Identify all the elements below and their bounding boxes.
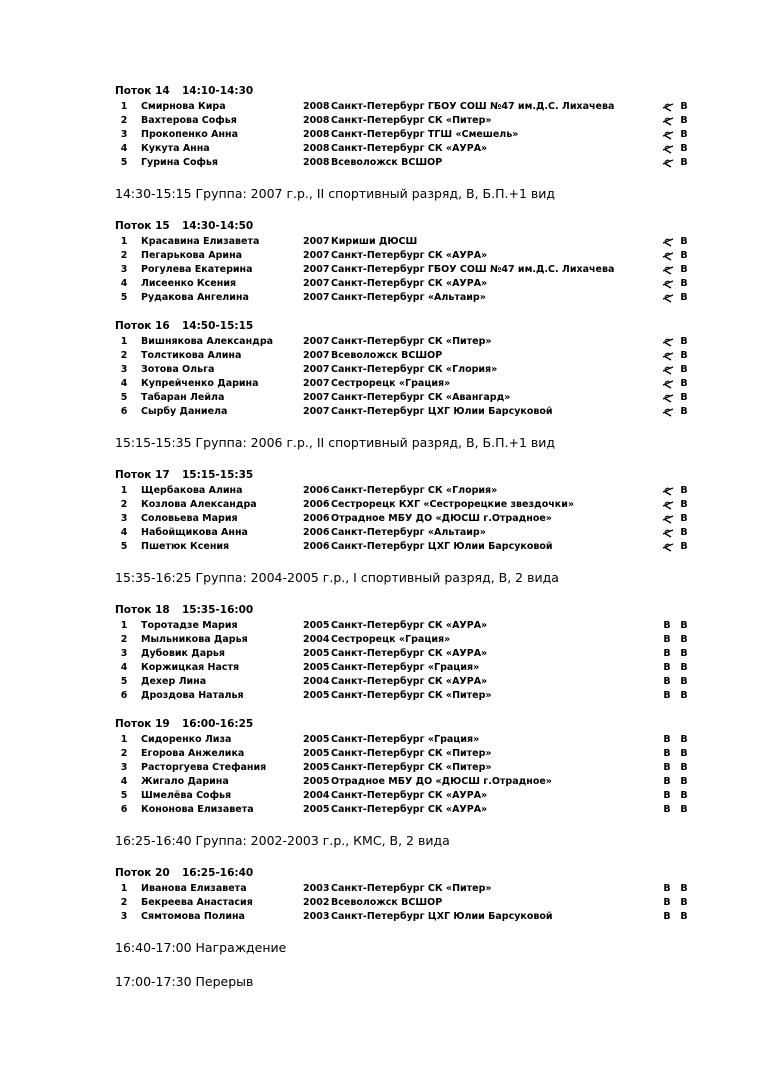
club-name: Всеволожск ВСШОР <box>331 350 443 361</box>
apparatus-mark: В <box>663 762 671 773</box>
flow-title <box>115 469 254 481</box>
apparatus-mark: В <box>680 897 688 908</box>
participant-row <box>0 498 764 512</box>
participant-name: Купрейченко Дарина <box>141 378 259 389</box>
flow-time: 14:30-14:50 <box>182 220 254 232</box>
participant-row <box>0 675 764 689</box>
apparatus-mark: В <box>680 350 688 361</box>
group-heading: 14:30-15:15 Группа: 2007 г.р., II спортивный разряд, В, Б.П.+1 вид <box>115 186 556 201</box>
birth-year: 2007 <box>303 392 330 403</box>
apparatus-mark: В <box>680 662 688 673</box>
participant-row <box>0 789 764 803</box>
flow-label: Поток 16 <box>115 320 170 332</box>
flow-label: Поток 14 <box>115 85 170 97</box>
club-name: Санкт-Петербург «Альтаир» <box>331 527 486 538</box>
participant-name: Мыльникова Дарья <box>141 634 248 645</box>
participant-name: Лисеенко Ксения <box>141 278 237 289</box>
row-number: 1 <box>120 336 128 347</box>
club-name: Отрадное МБУ ДО «ДЮСШ г.Отрадное» <box>331 513 552 524</box>
participant-name: Жигало Дарина <box>141 776 229 787</box>
apparatus-mark: В <box>663 776 671 787</box>
club-name: Санкт-Петербург ГБОУ СОШ №47 им.Д.С. Лихачева <box>331 101 615 112</box>
participant-name: Прокопенко Анна <box>141 129 238 140</box>
club-name: Санкт-Петербург СК «Питер» <box>331 762 492 773</box>
row-number: 1 <box>120 620 128 631</box>
row-number: 3 <box>120 513 128 524</box>
club-name: Санкт-Петербург СК «АУРА» <box>331 648 488 659</box>
apparatus-mark: В <box>680 236 688 247</box>
participant-row <box>0 647 764 661</box>
participant-row <box>0 363 764 377</box>
birth-year: 2002 <box>303 897 330 908</box>
apparatus-mark: В <box>663 690 671 701</box>
apparatus-mark: В <box>680 776 688 787</box>
birth-year: 2007 <box>303 406 330 417</box>
flow-time: 16:00-16:25 <box>182 718 254 730</box>
apparatus-mark: В <box>680 143 688 154</box>
participant-name: Вишнякова Александра <box>141 336 274 347</box>
club-name: Санкт-Петербург ГБОУ СОШ №47 им.Д.С. Лихачева <box>331 264 615 275</box>
row-number: 3 <box>120 129 128 140</box>
apparatus-mark: В <box>663 662 671 673</box>
participant-name: Кононова Елизавета <box>141 804 254 815</box>
participant-name: Соловьева Мария <box>141 513 238 524</box>
group-heading: 17:00-17:30 Перерыв <box>115 974 254 989</box>
flow-title <box>115 320 254 332</box>
birth-year: 2005 <box>303 648 330 659</box>
ribbon-icon <box>662 391 672 405</box>
participant-name: Щербакова Алина <box>141 485 243 496</box>
row-number: 2 <box>120 634 128 645</box>
birth-year: 2007 <box>303 378 330 389</box>
club-name: Санкт-Петербург «Грация» <box>331 662 480 673</box>
row-number: 6 <box>120 406 128 417</box>
group-heading: 15:35-16:25 Группа: 2004-2005 г.р., I спортивный разряд, В, 2 вида <box>115 570 559 585</box>
participant-row <box>0 349 764 363</box>
club-name: Сестрорецк КХГ «Сестрорецкие звездочки» <box>331 499 574 510</box>
ribbon-icon <box>662 349 672 363</box>
row-number: 2 <box>120 748 128 759</box>
ribbon-icon <box>662 114 672 128</box>
row-number: 2 <box>120 499 128 510</box>
row-number: 1 <box>120 236 128 247</box>
flow-label: Поток 18 <box>115 604 170 616</box>
row-number: 3 <box>120 264 128 275</box>
birth-year: 2007 <box>303 336 330 347</box>
row-number: 5 <box>120 292 128 303</box>
flow-time: 16:25-16:40 <box>182 867 254 879</box>
participant-row <box>0 761 764 775</box>
ribbon-icon <box>662 235 672 249</box>
row-number: 4 <box>120 662 128 673</box>
apparatus-mark: В <box>663 734 671 745</box>
participant-name: Иванова Елизавета <box>141 883 247 894</box>
apparatus-mark: В <box>680 648 688 659</box>
birth-year: 2005 <box>303 762 330 773</box>
birth-year: 2007 <box>303 292 330 303</box>
flow-title <box>115 604 254 616</box>
ribbon-icon <box>662 277 672 291</box>
apparatus-mark: В <box>680 883 688 894</box>
participant-name: Красавина Елизавета <box>141 236 260 247</box>
row-number: 4 <box>120 527 128 538</box>
club-name: Санкт-Петербург СК «Питер» <box>331 748 492 759</box>
participant-row <box>0 633 764 647</box>
flow-label: Поток 17 <box>115 469 170 481</box>
flow-label: Поток 19 <box>115 718 170 730</box>
ribbon-icon <box>662 526 672 540</box>
participant-name: Дехер Лина <box>141 676 207 687</box>
birth-year: 2008 <box>303 143 330 154</box>
birth-year: 2006 <box>303 485 330 496</box>
participant-name: Толстикова Алина <box>141 350 242 361</box>
row-number: 5 <box>120 392 128 403</box>
birth-year: 2006 <box>303 513 330 524</box>
birth-year: 2007 <box>303 278 330 289</box>
participant-row <box>0 526 764 540</box>
apparatus-mark: В <box>680 527 688 538</box>
participant-name: Вахтерова Софья <box>141 115 237 126</box>
flow-title <box>115 718 254 730</box>
club-name: Отрадное МБУ ДО «ДЮСШ г.Отрадное» <box>331 776 552 787</box>
ribbon-icon <box>662 405 672 419</box>
participant-row <box>0 733 764 747</box>
apparatus-mark: В <box>663 676 671 687</box>
group-heading: 15:15-15:35 Группа: 2006 г.р., II спортивный разряд, В, Б.П.+1 вид <box>115 435 556 450</box>
apparatus-mark: В <box>680 762 688 773</box>
participant-row <box>0 377 764 391</box>
participant-name: Сырбу Даниела <box>141 406 228 417</box>
ribbon-icon <box>662 263 672 277</box>
birth-year: 2007 <box>303 250 330 261</box>
participant-name: Бекреева Анастасия <box>141 897 253 908</box>
row-number: 3 <box>120 911 128 922</box>
participant-row <box>0 235 764 249</box>
row-number: 3 <box>120 364 128 375</box>
club-name: Санкт-Петербург СК «АУРА» <box>331 790 488 801</box>
ribbon-icon <box>662 540 672 554</box>
apparatus-mark: В <box>680 101 688 112</box>
participant-row <box>0 775 764 789</box>
ribbon-icon <box>662 512 672 526</box>
row-number: 2 <box>120 115 128 126</box>
participant-name: Кукута Анна <box>141 143 210 154</box>
row-number: 1 <box>120 883 128 894</box>
row-number: 5 <box>120 541 128 552</box>
row-number: 1 <box>120 485 128 496</box>
birth-year: 2008 <box>303 101 330 112</box>
row-number: 1 <box>120 101 128 112</box>
row-number: 2 <box>120 350 128 361</box>
row-number: 4 <box>120 143 128 154</box>
birth-year: 2006 <box>303 527 330 538</box>
participant-row <box>0 512 764 526</box>
participant-row <box>0 882 764 896</box>
apparatus-mark: В <box>680 804 688 815</box>
participant-name: Егорова Анжелика <box>141 748 245 759</box>
apparatus-mark: В <box>680 278 688 289</box>
club-name: Санкт-Петербург СК «Питер» <box>331 336 492 347</box>
participant-name: Козлова Александра <box>141 499 257 510</box>
ribbon-icon <box>662 100 672 114</box>
ribbon-icon <box>662 156 672 170</box>
club-name: Санкт-Петербург СК «Питер» <box>331 115 492 126</box>
birth-year: 2007 <box>303 350 330 361</box>
apparatus-mark: В <box>680 734 688 745</box>
birth-year: 2007 <box>303 236 330 247</box>
participant-name: Сидоренко Лиза <box>141 734 232 745</box>
flow-label: Поток 20 <box>115 867 170 879</box>
apparatus-mark: В <box>680 406 688 417</box>
participant-name: Рудакова Ангелина <box>141 292 249 303</box>
participant-name: Табаран Лейла <box>141 392 225 403</box>
participant-name: Шмелёва Софья <box>141 790 232 801</box>
apparatus-mark: В <box>680 634 688 645</box>
apparatus-mark: В <box>663 790 671 801</box>
apparatus-mark: В <box>663 634 671 645</box>
club-name: Санкт-Петербург «Альтаир» <box>331 292 486 303</box>
participant-row <box>0 910 764 924</box>
row-number: 5 <box>120 157 128 168</box>
participant-row <box>0 661 764 675</box>
ribbon-icon <box>662 484 672 498</box>
birth-year: 2003 <box>303 911 330 922</box>
flow-title <box>115 220 254 232</box>
participant-name: Смирнова Кира <box>141 101 226 112</box>
participant-row <box>0 335 764 349</box>
row-number: 2 <box>120 897 128 908</box>
ribbon-icon <box>662 377 672 391</box>
row-number: 6 <box>120 804 128 815</box>
birth-year: 2006 <box>303 499 330 510</box>
flow-label: Поток 15 <box>115 220 170 232</box>
flow-title <box>115 85 254 97</box>
apparatus-mark: В <box>680 748 688 759</box>
birth-year: 2004 <box>303 790 330 801</box>
ribbon-icon <box>662 142 672 156</box>
participant-row <box>0 249 764 263</box>
ribbon-icon <box>662 498 672 512</box>
club-name: Санкт-Петербург ЦХГ Юлии Барсуковой <box>331 406 553 417</box>
apparatus-mark: В <box>680 541 688 552</box>
apparatus-mark: В <box>663 897 671 908</box>
birth-year: 2003 <box>303 883 330 894</box>
ribbon-icon <box>662 249 672 263</box>
participant-row <box>0 263 764 277</box>
group-heading: 16:25-16:40 Группа: 2002-2003 г.р., КМС, В, 2 вида <box>115 833 450 848</box>
apparatus-mark: В <box>663 620 671 631</box>
apparatus-mark: В <box>680 364 688 375</box>
apparatus-mark: В <box>680 336 688 347</box>
participant-row <box>0 896 764 910</box>
flow-time: 14:50-15:15 <box>182 320 254 332</box>
participant-row <box>0 114 764 128</box>
flow-time: 15:35-16:00 <box>182 604 254 616</box>
apparatus-mark: В <box>663 911 671 922</box>
club-name: Всеволожск ВСШОР <box>331 157 443 168</box>
birth-year: 2005 <box>303 748 330 759</box>
club-name: Кириши ДЮСШ <box>331 236 418 247</box>
participant-row <box>0 100 764 114</box>
participant-row <box>0 391 764 405</box>
apparatus-mark: В <box>663 648 671 659</box>
club-name: Сестрорецк «Грация» <box>331 378 451 389</box>
club-name: Сестрорецк «Грация» <box>331 634 451 645</box>
participant-row <box>0 803 764 817</box>
birth-year: 2005 <box>303 690 330 701</box>
club-name: Санкт-Петербург СК «Глория» <box>331 485 498 496</box>
participant-row <box>0 405 764 419</box>
birth-year: 2008 <box>303 115 330 126</box>
participant-row <box>0 619 764 633</box>
club-name: Санкт-Петербург СК «АУРА» <box>331 278 488 289</box>
flow-time: 15:15-15:35 <box>182 469 254 481</box>
participant-name: Пегарькова Арина <box>141 250 243 261</box>
participant-row <box>0 277 764 291</box>
row-number: 3 <box>120 648 128 659</box>
club-name: Санкт-Петербург СК «АУРА» <box>331 250 488 261</box>
apparatus-mark: В <box>680 485 688 496</box>
row-number: 2 <box>120 250 128 261</box>
flow-title <box>115 867 254 879</box>
row-number: 5 <box>120 676 128 687</box>
ribbon-icon <box>662 363 672 377</box>
apparatus-mark: В <box>680 378 688 389</box>
apparatus-mark: В <box>680 513 688 524</box>
row-number: 4 <box>120 776 128 787</box>
apparatus-mark: В <box>663 883 671 894</box>
apparatus-mark: В <box>680 911 688 922</box>
apparatus-mark: В <box>663 804 671 815</box>
apparatus-mark: В <box>680 115 688 126</box>
participant-row <box>0 484 764 498</box>
participant-row <box>0 540 764 554</box>
club-name: Санкт-Петербург СК «Авангард» <box>331 392 511 403</box>
club-name: Санкт-Петербург ТГШ «Смешель» <box>331 129 519 140</box>
club-name: Санкт-Петербург СК «АУРА» <box>331 143 488 154</box>
participant-row <box>0 689 764 703</box>
birth-year: 2005 <box>303 776 330 787</box>
participant-name: Гурина Софья <box>141 157 219 168</box>
flow-time: 14:10-14:30 <box>182 85 254 97</box>
birth-year: 2006 <box>303 541 330 552</box>
club-name: Санкт-Петербург «Грация» <box>331 734 480 745</box>
apparatus-mark: В <box>680 676 688 687</box>
group-heading: 16:40-17:00 Награждение <box>115 940 287 955</box>
birth-year: 2005 <box>303 804 330 815</box>
club-name: Санкт-Петербург СК «Питер» <box>331 883 492 894</box>
participant-name: Набойщикова Анна <box>141 527 248 538</box>
participant-row <box>0 128 764 142</box>
club-name: Санкт-Петербург ЦХГ Юлии Барсуковой <box>331 541 553 552</box>
apparatus-mark: В <box>680 157 688 168</box>
row-number: 4 <box>120 278 128 289</box>
birth-year: 2005 <box>303 620 330 631</box>
participant-name: Коржицкая Настя <box>141 662 240 673</box>
club-name: Санкт-Петербург СК «АУРА» <box>331 804 488 815</box>
row-number: 6 <box>120 690 128 701</box>
participant-name: Рогулева Екатерина <box>141 264 253 275</box>
participant-row <box>0 291 764 305</box>
ribbon-icon <box>662 335 672 349</box>
ribbon-icon <box>662 128 672 142</box>
apparatus-mark: В <box>680 499 688 510</box>
participant-name: Дроздова Наталья <box>141 690 244 701</box>
participant-row <box>0 747 764 761</box>
birth-year: 2005 <box>303 734 330 745</box>
participant-row <box>0 142 764 156</box>
row-number: 4 <box>120 378 128 389</box>
club-name: Санкт-Петербург ЦХГ Юлии Барсуковой <box>331 911 553 922</box>
ribbon-icon <box>662 291 672 305</box>
birth-year: 2004 <box>303 634 330 645</box>
row-number: 5 <box>120 790 128 801</box>
participant-name: Пшетюк Ксения <box>141 541 230 552</box>
row-number: 3 <box>120 762 128 773</box>
apparatus-mark: В <box>680 129 688 140</box>
participant-name: Торотадзе Мария <box>141 620 238 631</box>
apparatus-mark: В <box>680 690 688 701</box>
apparatus-mark: В <box>680 264 688 275</box>
club-name: Санкт-Петербург СК «АУРА» <box>331 620 488 631</box>
birth-year: 2007 <box>303 364 330 375</box>
birth-year: 2008 <box>303 157 330 168</box>
row-number: 1 <box>120 734 128 745</box>
apparatus-mark: В <box>680 790 688 801</box>
birth-year: 2007 <box>303 264 330 275</box>
participant-row <box>0 156 764 170</box>
participant-name: Дубовик Дарья <box>141 648 226 659</box>
club-name: Всеволожск ВСШОР <box>331 897 443 908</box>
apparatus-mark: В <box>680 292 688 303</box>
birth-year: 2008 <box>303 129 330 140</box>
club-name: Санкт-Петербург СК «АУРА» <box>331 676 488 687</box>
apparatus-mark: В <box>663 748 671 759</box>
club-name: Санкт-Петербург СК «Питер» <box>331 690 492 701</box>
apparatus-mark: В <box>680 250 688 261</box>
participant-name: Зотова Ольга <box>141 364 215 375</box>
birth-year: 2004 <box>303 676 330 687</box>
apparatus-mark: В <box>680 620 688 631</box>
birth-year: 2005 <box>303 662 330 673</box>
apparatus-mark: В <box>680 392 688 403</box>
club-name: Санкт-Петербург СК «Глория» <box>331 364 498 375</box>
participant-name: Расторгуева Стефания <box>141 762 267 773</box>
participant-name: Сямтомова Полина <box>141 911 245 922</box>
